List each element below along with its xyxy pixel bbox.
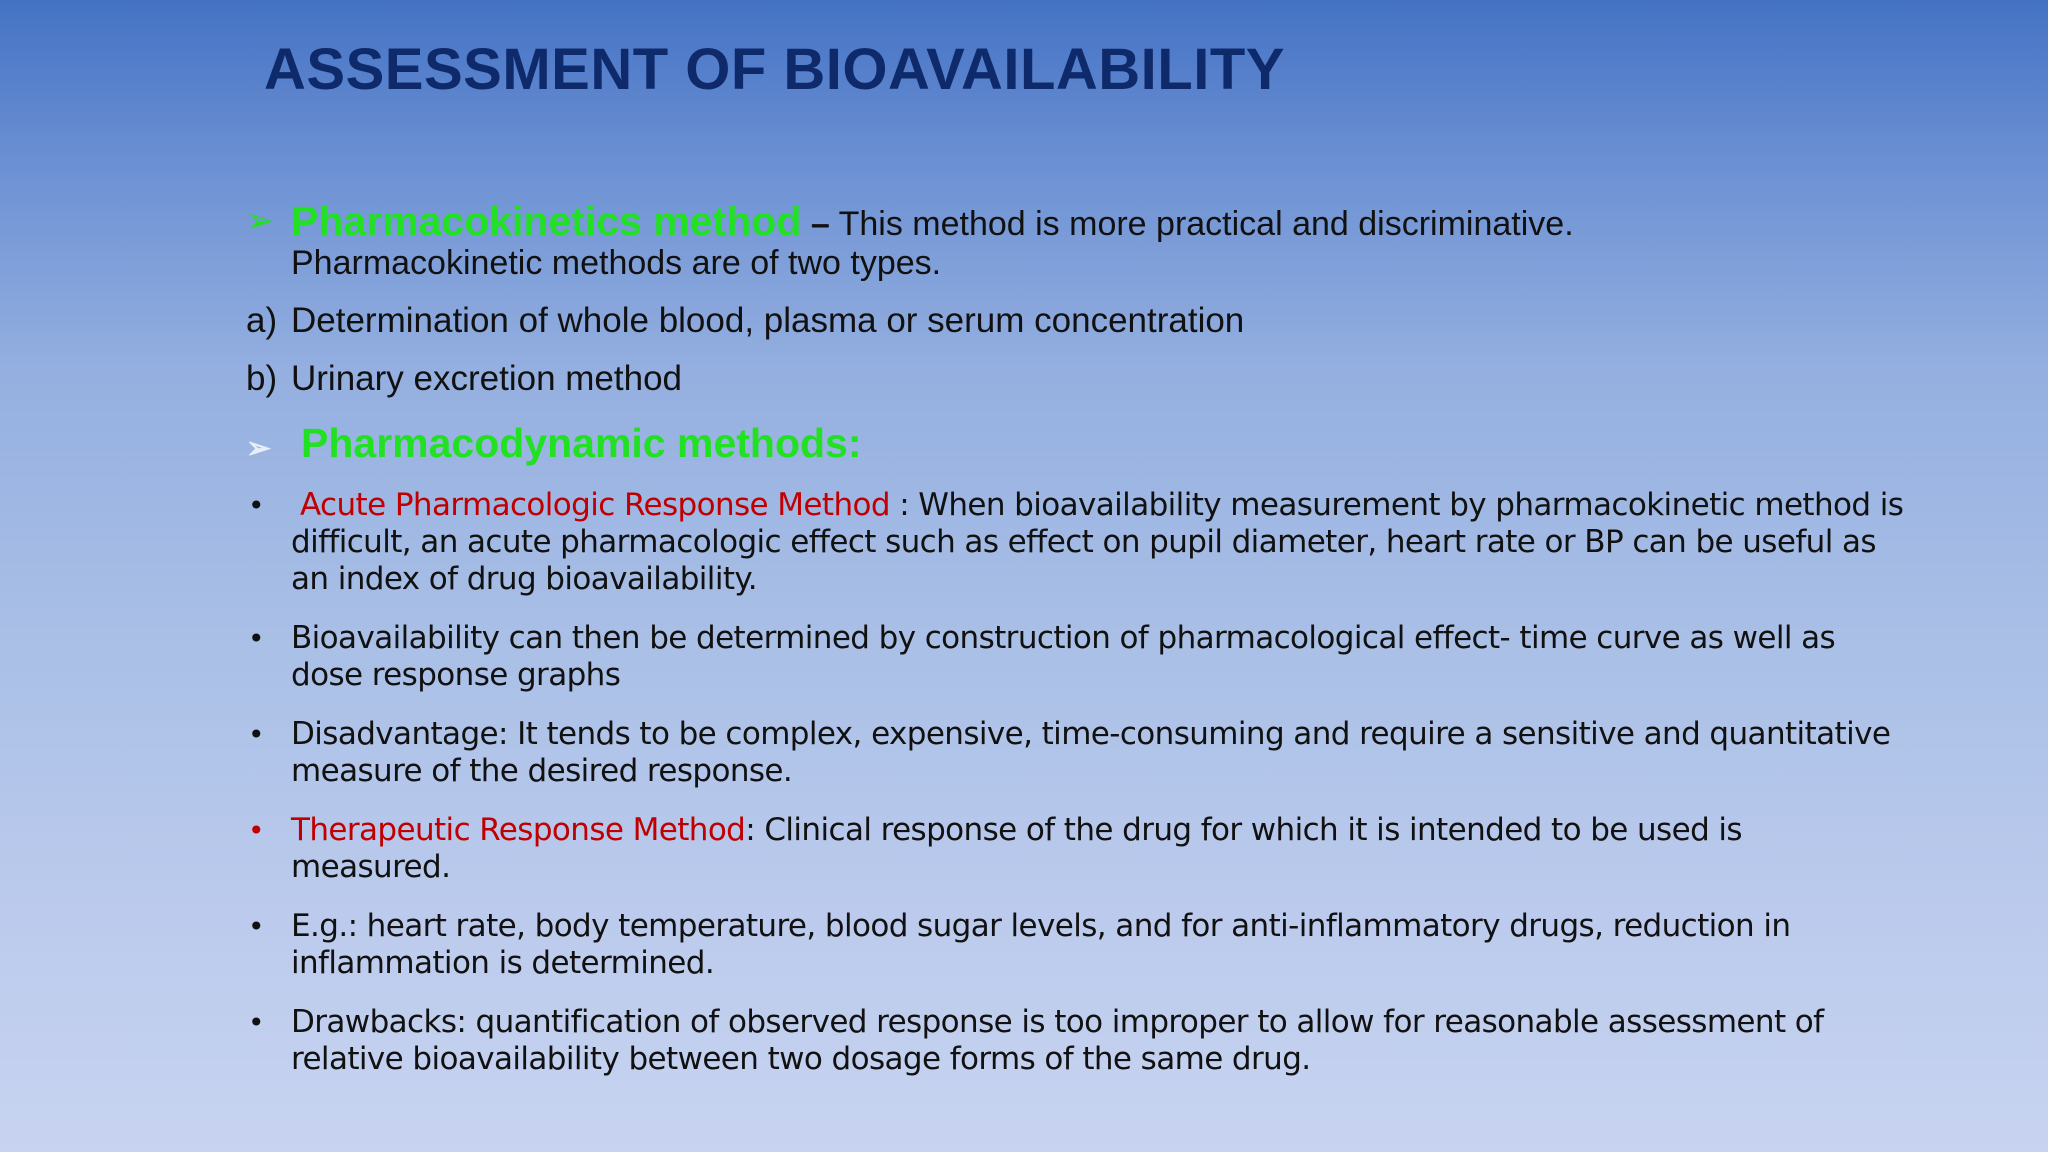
method-item-b (246, 359, 1906, 399)
bullet-dot-icon: • (248, 814, 264, 847)
examples-text: E.g.: heart rate, body temperature, blood sugar levels, and for anti-inflammatory drugs, reduction in inflammation is determined. (291, 908, 1791, 981)
arrow-bullet-icon: ➢ (246, 202, 275, 240)
bullet-dot-icon: • (248, 489, 264, 522)
bullet-dot-icon: • (248, 718, 264, 751)
bullet-acute-response (246, 487, 1906, 598)
arrow-bullet-icon: ➢ (246, 432, 272, 465)
pharmacodynamic-heading-row (246, 419, 1906, 467)
therapeutic-response-text: : Clinical response of the drug for which it is intended to be used is measured. (291, 812, 1742, 885)
drawbacks-text: Drawbacks: quantification of observed response is too improper to allow for reasonable assessment of relative bioavailability between two dosage forms of the same drug. (291, 1004, 1824, 1077)
method-marker-a: a) (246, 301, 278, 340)
pharmacokinetics-heading: Pharmacokinetics method (291, 198, 802, 244)
bullet-dot-icon: • (248, 1006, 264, 1039)
bullet-effect-time-curve (246, 620, 1906, 694)
pharmacokinetics-types: Pharmacokinetic methods are of two types. (291, 244, 942, 282)
pharmacokinetics-paragraph (246, 198, 1906, 283)
slide-content (246, 198, 1906, 1078)
method-text-b: Urinary excretion method (291, 359, 682, 398)
pharmacodynamic-heading: Pharmacodynamic methods: (301, 420, 862, 466)
method-item-a (246, 301, 1906, 341)
method-marker-b: b) (246, 359, 278, 398)
acute-response-text: : When bioavailability measurement by pharmacokinetic method is difficult, an acute pharmacologic effect such as effect on pupil diameter, heart rate or BP can be useful as an index of drug bioavailability. (291, 487, 1904, 597)
heading-dash: – (810, 205, 830, 243)
therapeutic-response-label: Therapeutic Response Method (291, 812, 746, 848)
bullet-therapeutic-response (246, 812, 1906, 886)
slide-title: ASSESSMENT OF BIOAVAILABILITY (264, 37, 1285, 102)
bullet-drawbacks (246, 1004, 1906, 1078)
method-text-a: Determination of whole blood, plasma or serum concentration (291, 301, 1245, 340)
bullet-dot-icon: • (248, 622, 264, 655)
pharmacokinetics-description: This method is more practical and discriminative. (829, 205, 1574, 243)
effect-time-curve-text: Bioavailability can then be determined by construction of pharmacological effect- time curve as well as dose response graphs (291, 620, 1836, 693)
acute-response-label: Acute Pharmacologic Response Method (300, 487, 890, 523)
disadvantage-text: Disadvantage: It tends to be complex, expensive, time-consuming and require a sensitive and quantitative measure of the desired response. (291, 716, 1891, 789)
bullet-disadvantage (246, 716, 1906, 790)
bullet-dot-icon: • (248, 910, 264, 943)
bullet-examples (246, 908, 1906, 982)
